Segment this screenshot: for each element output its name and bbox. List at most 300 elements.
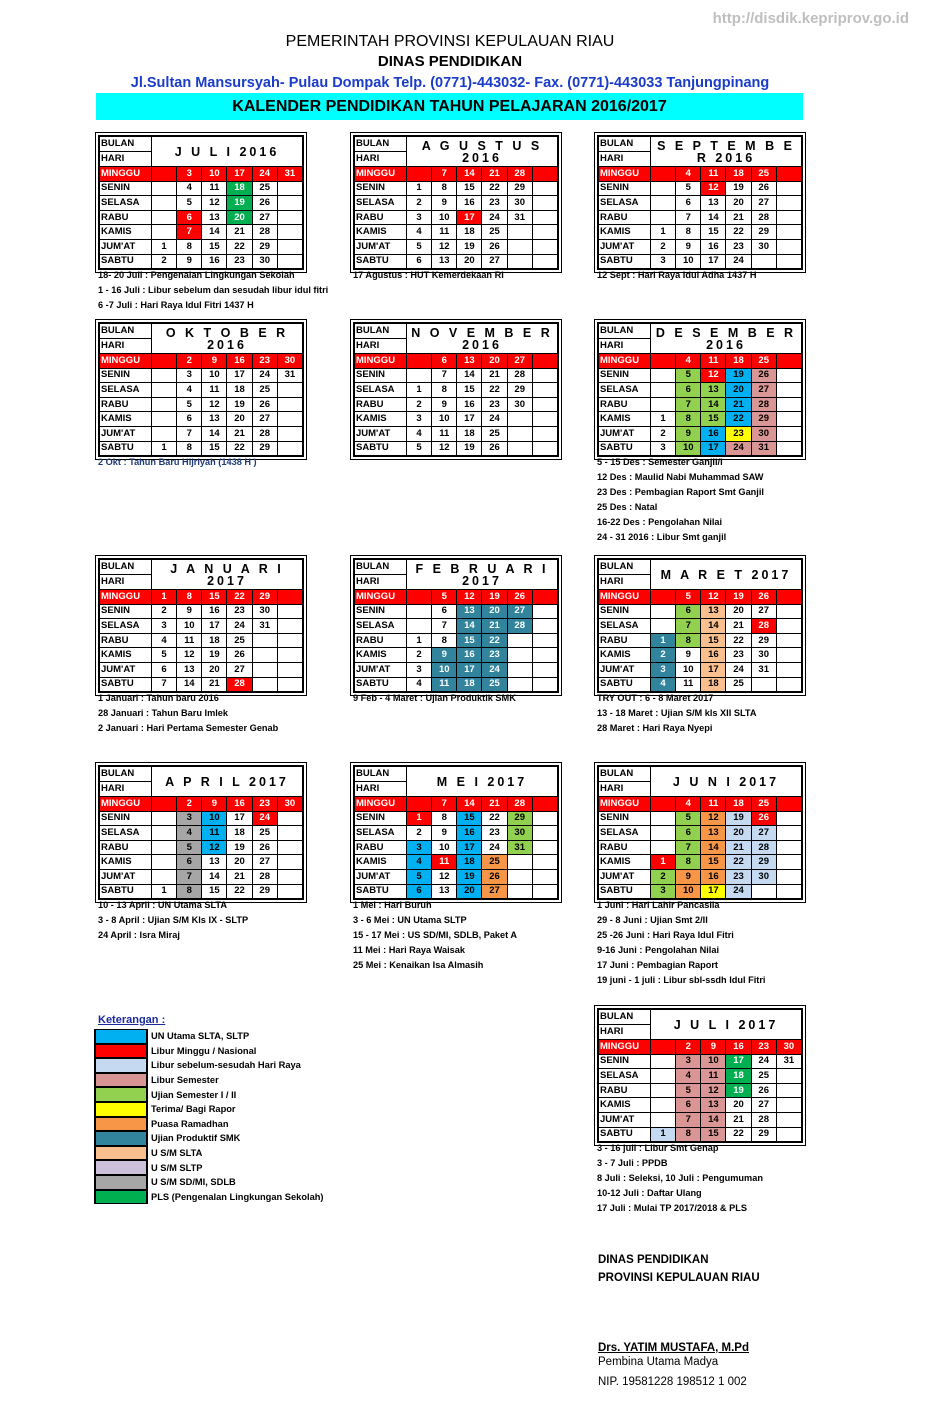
day-cell [507,225,532,240]
day-cell: 24 [252,368,277,383]
weekday-label: SABTU [599,441,651,456]
day-cell: 8 [432,181,457,196]
day-cell: 17 [227,368,252,383]
legend-swatch [94,1160,148,1175]
day-cell [532,855,557,870]
day-cell: 1 [651,855,676,870]
weekday-row [599,1069,802,1084]
day-cell: 8 [676,855,701,870]
day-cell: 4 [407,426,432,441]
day-cell [152,397,177,412]
weekday-label: MINGGU [355,797,407,812]
month-calendar [594,762,806,903]
day-cell [532,426,557,441]
day-cell: 26 [751,181,776,196]
weekday-label: RABU [599,397,651,412]
note-line: 25 Des : Natal [597,502,658,512]
day-cell: 17 [457,412,482,427]
weekday-label: SENIN [355,368,407,383]
day-cell: 14 [457,167,482,182]
day-cell: 23 [726,648,751,663]
day-cell [277,633,302,648]
day-cell [152,412,177,427]
month-calendar [594,1005,806,1146]
day-cell: 15 [701,855,726,870]
day-cell: 3 [407,412,432,427]
day-cell: 4 [676,1069,701,1084]
weekday-label: RABU [355,840,407,855]
day-cell [776,1083,801,1098]
day-cell: 11 [432,677,457,692]
day-cell: 22 [227,590,252,605]
day-cell [277,225,302,240]
day-cell: 7 [432,797,457,812]
day-cell: 4 [676,354,701,369]
weekday-row [100,412,303,427]
day-cell [407,797,432,812]
day-cell: 9 [676,426,701,441]
note-line: 9-16 Juni : Pengolahan Nilai [597,945,720,955]
day-cell: 12 [432,239,457,254]
note-line: 29 - 8 Juni : Ujian Smt 2/II [597,915,708,925]
day-cell: 9 [676,648,701,663]
day-cell: 19 [227,196,252,211]
day-cell: 25 [252,826,277,841]
hari-label: HARI [100,339,152,354]
weekday-row [599,1127,802,1142]
day-cell: 24 [482,412,507,427]
day-cell [532,840,557,855]
weekday-row [599,383,802,398]
signatory-rank: Pembina Utama Madya [598,1356,719,1368]
day-cell [776,840,801,855]
weekday-label: KAMIS [355,225,407,240]
weekday-label: SELASA [599,1069,651,1084]
hari-label: HARI [355,152,407,167]
day-cell [651,1054,676,1069]
weekday-row [100,840,303,855]
hari-label: HARI [599,1025,651,1040]
day-cell: 4 [676,167,701,182]
weekday-row [599,840,802,855]
day-cell [152,426,177,441]
legend-item [94,1087,324,1102]
day-cell: 25 [252,383,277,398]
weekday-row [355,633,558,648]
day-cell: 15 [202,441,227,456]
day-cell [776,662,801,677]
day-cell [776,210,801,225]
month-title: A P R I L 2017 [152,767,303,797]
day-cell: 16 [701,426,726,441]
legend-swatch [94,1175,148,1190]
day-cell: 24 [726,441,751,456]
weekday-row [100,662,303,677]
day-cell: 18 [457,225,482,240]
weekday-row [599,225,802,240]
day-cell: 11 [177,633,202,648]
weekday-label: JUM'AT [599,869,651,884]
day-cell: 21 [227,869,252,884]
day-cell: 5 [407,441,432,456]
day-cell [252,648,277,663]
weekday-row [100,590,303,605]
day-cell: 5 [407,869,432,884]
day-cell: 25 [751,354,776,369]
day-cell: 24 [726,662,751,677]
weekday-row [599,811,802,826]
weekday-row [355,383,558,398]
day-cell: 26 [507,590,532,605]
legend-label: PLS (Pengenalan Lingkungan Sekolah) [151,1191,324,1202]
weekday-row [100,368,303,383]
day-cell [776,797,801,812]
day-cell: 17 [457,210,482,225]
month-notes [98,898,338,943]
day-cell: 12 [701,368,726,383]
day-cell: 2 [407,196,432,211]
day-cell: 22 [726,225,751,240]
note-line: 12 Sept : Hari Raya Idul Adha 1437 H [597,270,757,280]
weekday-label: SELASA [355,619,407,634]
day-cell [277,869,302,884]
day-cell: 16 [227,797,252,812]
day-cell [152,354,177,369]
month-calendar [594,132,806,273]
day-cell [532,662,557,677]
day-cell: 25 [751,797,776,812]
day-cell: 29 [751,225,776,240]
legend-swatch [94,1102,148,1117]
month-notes [597,898,837,988]
legend-swatch [94,1087,148,1102]
day-cell [277,604,302,619]
weekday-label: KAMIS [100,855,152,870]
day-cell [532,210,557,225]
day-cell: 26 [751,590,776,605]
legend-label: U S/M SLTP [151,1162,203,1173]
bulan-label: BULAN [599,324,651,339]
day-cell: 19 [726,1083,751,1098]
day-cell [776,441,801,456]
day-cell: 4 [152,633,177,648]
month-calendar [350,762,562,903]
day-cell: 25 [252,181,277,196]
day-cell: 18 [227,181,252,196]
bulan-label: BULAN [355,560,407,575]
weekday-row [100,826,303,841]
weekday-row [100,225,303,240]
day-cell: 14 [202,225,227,240]
day-cell [651,397,676,412]
legend-label: Libur Semester [151,1075,219,1086]
day-cell: 9 [676,869,701,884]
day-cell [407,167,432,182]
day-cell: 3 [651,254,676,269]
day-cell: 17 [701,441,726,456]
weekday-label: SABTU [355,884,407,899]
day-cell: 16 [202,254,227,269]
day-cell: 15 [202,590,227,605]
day-cell: 19 [457,441,482,456]
day-cell: 20 [457,254,482,269]
day-cell: 22 [726,1127,751,1142]
day-cell: 1 [152,590,177,605]
day-cell: 28 [252,426,277,441]
day-cell: 3 [407,840,432,855]
day-cell: 25 [482,426,507,441]
day-cell: 17 [457,840,482,855]
day-cell: 5 [407,239,432,254]
day-cell: 11 [432,855,457,870]
day-cell [532,397,557,412]
day-cell [651,840,676,855]
day-cell: 24 [252,811,277,826]
day-cell [407,354,432,369]
day-cell: 4 [177,383,202,398]
day-cell: 24 [482,210,507,225]
weekday-label: SABTU [599,677,651,692]
weekday-row [599,239,802,254]
month-notes [353,898,593,973]
day-cell [152,225,177,240]
weekday-label: JUM'AT [355,239,407,254]
day-cell: 9 [432,397,457,412]
day-cell: 1 [407,383,432,398]
day-cell: 23 [252,354,277,369]
day-cell [277,441,302,456]
day-cell: 27 [482,254,507,269]
weekday-row [599,604,802,619]
day-cell: 26 [751,811,776,826]
day-cell: 26 [227,648,252,663]
weekday-row [355,869,558,884]
day-cell: 27 [482,884,507,899]
month-calendar [594,319,806,460]
day-cell [152,196,177,211]
weekday-row [100,604,303,619]
day-cell: 29 [751,633,776,648]
day-cell: 12 [202,840,227,855]
weekday-row [355,590,558,605]
day-cell [532,619,557,634]
day-cell: 2 [676,1040,701,1055]
day-cell [507,869,532,884]
weekday-row [100,648,303,663]
day-cell: 7 [676,619,701,634]
day-cell: 27 [507,354,532,369]
day-cell: 11 [202,826,227,841]
day-cell: 6 [177,210,202,225]
day-cell: 27 [252,210,277,225]
weekday-label: SELASA [355,826,407,841]
day-cell [776,590,801,605]
weekday-label: KAMIS [355,855,407,870]
day-cell: 20 [726,826,751,841]
day-cell: 3 [407,662,432,677]
day-cell: 5 [676,811,701,826]
day-cell [776,648,801,663]
bulan-label: BULAN [599,137,651,152]
note-line: 8 Juli : Seleksi, 10 Juli : Pengumuman [597,1173,763,1183]
day-cell [776,869,801,884]
note-line: 10 - 13 April : UN Utama SLTA [98,900,227,910]
weekday-row [599,826,802,841]
day-cell: 3 [177,167,202,182]
day-cell: 17 [227,811,252,826]
day-cell: 17 [202,619,227,634]
day-cell: 28 [252,225,277,240]
day-cell [152,383,177,398]
day-cell: 20 [227,210,252,225]
weekday-row [355,619,558,634]
day-cell [152,811,177,826]
day-cell [776,368,801,383]
day-cell: 21 [202,677,227,692]
month-title: D E S E M B E R 2016 [651,324,802,354]
weekday-row [599,397,802,412]
day-cell: 26 [252,397,277,412]
weekday-label: RABU [599,210,651,225]
day-cell [776,826,801,841]
day-cell: 9 [432,648,457,663]
day-cell: 27 [751,383,776,398]
month-notes [597,691,837,736]
day-cell: 21 [482,368,507,383]
day-cell [277,884,302,899]
weekday-label: KAMIS [599,648,651,663]
day-cell: 19 [726,181,751,196]
weekday-row [100,855,303,870]
note-line: 9 Feb - 4 Maret : Ujian Produktik SMK [353,693,516,703]
day-cell: 6 [177,855,202,870]
legend-label: U S/M SD/MI, SDLB [151,1177,236,1188]
day-cell: 12 [202,397,227,412]
day-cell [776,397,801,412]
day-cell: 14 [701,840,726,855]
day-cell [152,181,177,196]
day-cell: 21 [227,225,252,240]
day-cell: 8 [177,590,202,605]
weekday-row [100,633,303,648]
day-cell [776,1098,801,1113]
weekday-label: KAMIS [100,225,152,240]
day-cell [751,884,776,899]
day-cell: 4 [407,855,432,870]
day-cell [776,354,801,369]
day-cell [776,884,801,899]
weekday-row [599,426,802,441]
day-cell [651,167,676,182]
month-notes [597,268,837,283]
weekday-row [599,648,802,663]
day-cell [776,181,801,196]
weekday-label: SELASA [100,619,152,634]
weekday-label: RABU [100,210,152,225]
weekday-row [599,797,802,812]
weekday-row [100,181,303,196]
weekday-label: RABU [599,840,651,855]
day-cell: 19 [726,811,751,826]
weekday-row [355,797,558,812]
legend-item [94,1117,324,1132]
day-cell: 13 [701,1098,726,1113]
day-cell: 3 [651,662,676,677]
weekday-label: SELASA [100,826,152,841]
weekday-label: JUM'AT [599,426,651,441]
weekday-label: KAMIS [599,412,651,427]
day-cell: 10 [432,412,457,427]
day-cell: 28 [751,397,776,412]
weekday-label: JUM'AT [100,426,152,441]
day-cell: 4 [407,677,432,692]
day-cell: 5 [676,368,701,383]
legend-swatch [94,1029,148,1044]
bulan-label: BULAN [100,560,152,575]
day-cell: 20 [227,412,252,427]
day-cell: 16 [701,869,726,884]
day-cell [776,619,801,634]
weekday-row [100,167,303,182]
month-calendar [95,319,307,460]
day-cell: 10 [676,254,701,269]
weekday-label: JUM'AT [100,239,152,254]
day-cell: 12 [432,869,457,884]
weekday-row [599,1098,802,1113]
bulan-label: BULAN [599,1010,651,1025]
day-cell: 22 [482,811,507,826]
weekday-label: MINGGU [599,1040,651,1055]
day-cell [651,354,676,369]
day-cell: 11 [701,797,726,812]
day-cell: 14 [457,797,482,812]
day-cell: 17 [457,662,482,677]
weekday-label: SENIN [599,181,651,196]
weekday-label: MINGGU [599,167,651,182]
day-cell: 3 [177,368,202,383]
day-cell: 7 [676,840,701,855]
day-cell: 6 [676,383,701,398]
hari-label: HARI [355,782,407,797]
day-cell: 2 [407,648,432,663]
weekday-label: SELASA [100,196,152,211]
day-cell: 7 [177,426,202,441]
day-cell [277,662,302,677]
day-cell: 3 [676,1054,701,1069]
legend-label: Ujian Semester I / II [151,1089,237,1100]
month-title: J A N U A R I 2017 [152,560,303,590]
day-cell [651,196,676,211]
day-cell: 20 [726,1098,751,1113]
weekday-row [355,855,558,870]
day-cell: 18 [202,633,227,648]
day-cell: 28 [507,368,532,383]
weekday-label: SENIN [355,811,407,826]
day-cell: 13 [432,884,457,899]
day-cell [532,633,557,648]
day-cell: 20 [726,196,751,211]
day-cell: 18 [457,426,482,441]
day-cell [507,677,532,692]
month-calendar [95,132,307,273]
day-cell [651,811,676,826]
day-cell [277,811,302,826]
day-cell [776,196,801,211]
day-cell: 8 [676,225,701,240]
weekday-row [355,254,558,269]
note-line: 3 - 16 juli : Libur Smt Genap [597,1143,719,1153]
day-cell: 10 [432,840,457,855]
